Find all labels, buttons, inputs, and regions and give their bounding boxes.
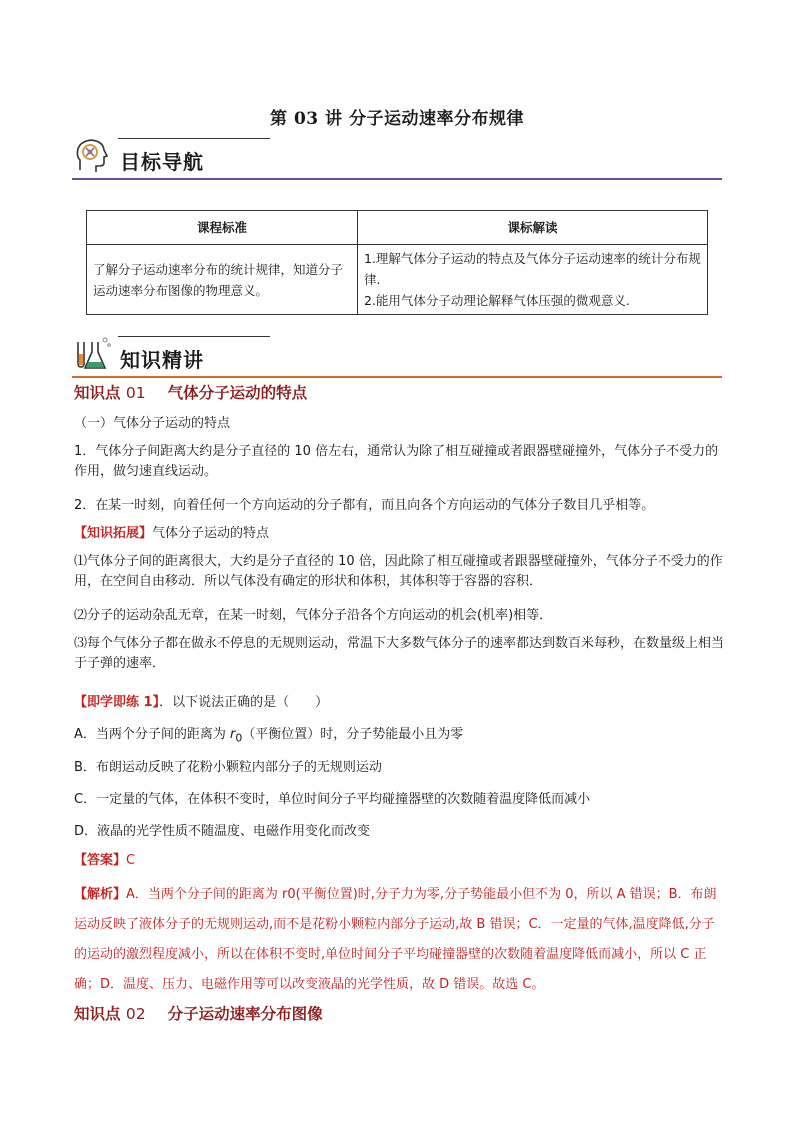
option-c: C．一定量的气体，在体积不变时，单位时间分子平均碰撞器壁的次数随着温度降低而减小 xyxy=(74,792,591,807)
option-b: B．布朗运动反映了花粉小颗粒内部分子的无规则运动 xyxy=(74,760,382,775)
section-label: 知识精讲 xyxy=(120,348,204,372)
section-label: 目标导航 xyxy=(120,150,204,174)
exercise-question: 【即学即练 1】．以下说法正确的是（ ） xyxy=(74,695,329,710)
knowledge-point-heading: 知识点 02 分子运动速率分布图像 xyxy=(74,1004,323,1023)
lab-flask-icon xyxy=(72,334,112,374)
brain-gear-icon xyxy=(72,136,112,176)
paragraph: 2．在某一时刻，向着任何一个方向运动的分子都有，而且向各个方向运动的气体分子数目几乎相等。 xyxy=(74,498,655,513)
curriculum-table xyxy=(86,210,708,315)
table-header-interpretation: 课标解读 xyxy=(358,211,708,245)
table-header-row xyxy=(87,211,708,245)
knowledge-extension-heading: 【知识拓展】气体分子运动的特点 xyxy=(74,526,270,541)
table-cell-interpretation xyxy=(358,245,708,315)
paragraph: 1．气体分子间距离大约是分子直径的 10 倍左右，通常认为除了相互碰撞或者跟器壁碰撞外，气体分子不受力的作用，做匀速直线运动。 xyxy=(74,444,719,479)
option-a: A．当两个分子间的距离为 $r_0$（平衡位置）时，分子势能最小且为零 xyxy=(74,727,464,745)
page-title: 第 03 讲 分子运动速率分布规律 xyxy=(270,109,524,129)
paragraph: ⑶每个气体分子都在做永不停息的无规则运动，常温下大多数气体分子的速率都达到数百米每秒，在数量级上相当于子弹的速率． xyxy=(74,636,725,671)
explanation: 【解析】A．当两个分子间的距离为 r0(平衡位置)时,分子力为零,分子势能最小但不为 0，所以 A 错误；B．布朗运动反映了液体分子的无规则运动,而不是花粉小颗粒内部分子运动,故 B 错误；C．一定量的气体,温度降低,分子的运动的激烈程度减小，所以在体积不变时,单位时间分子平均碰撞器壁的次数随着温度降低而减小，所以 C 正确；D．温度、压力、电磁作用等可以改变液晶的光学性质，故 D 错误。故选 C。 xyxy=(74,887,717,992)
table-cell-standard: 了解分子运动速率分布的统计规律，知道分子运动速率分布图像的物理意义。 xyxy=(87,245,358,315)
section-header-knowledge xyxy=(72,334,722,378)
section-top-rule xyxy=(118,138,270,139)
answer: 【答案】C xyxy=(74,853,136,868)
paragraph: ⑴气体分子间的距离很大，大约是分子直径的 10 倍，因此除了相互碰撞或者跟器壁碰撞外，气体分子不受力的作用，在空间自由移动．所以气体没有确定的形状和体积，其体积等于容器的容积． xyxy=(74,554,723,589)
interpretation-item: 1.理解气体分子运动的特点及气体分子运动速率的统计分布规律. xyxy=(364,251,701,287)
table-row xyxy=(87,245,708,315)
section-underline xyxy=(72,178,722,180)
section-underline xyxy=(72,376,722,378)
paragraph: ⑵分子的运动杂乱无章，在某一时刻，气体分子沿各个方向运动的机会(机率)相等． xyxy=(74,608,553,623)
table-header-standard: 课程标准 xyxy=(87,211,358,245)
interpretation-item: 2.能用气体分子动理论解释气体压强的微观意义. xyxy=(364,293,630,308)
section-top-rule xyxy=(118,336,270,337)
section-header-nav xyxy=(72,136,722,180)
knowledge-point-heading: 知识点 01 气体分子运动的特点 xyxy=(74,383,308,402)
subheading: （一）气体分子运动的特点 xyxy=(74,416,231,431)
option-d: D．液晶的光学性质不随温度、电磁作用变化而改变 xyxy=(74,824,371,839)
